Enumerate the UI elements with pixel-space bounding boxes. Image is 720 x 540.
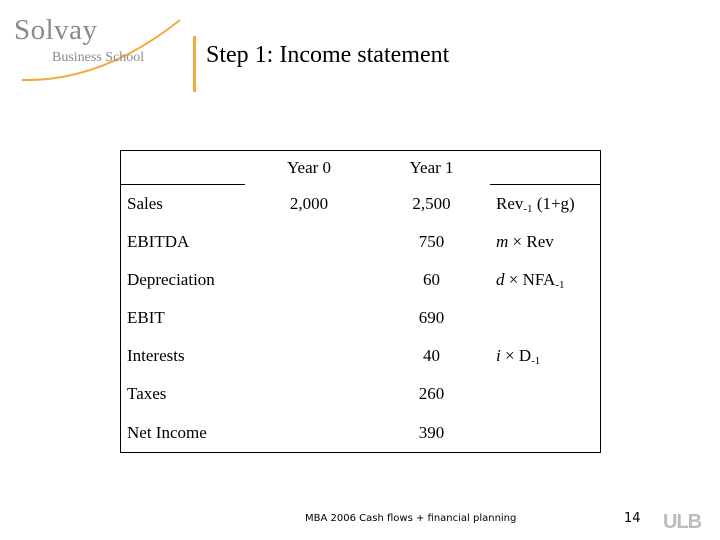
year0-value: 2,000 (289, 193, 329, 213)
year0-value (245, 299, 367, 337)
formula-cell (490, 337, 601, 375)
table-header-row (121, 151, 601, 185)
formula-tail: (1+g) (532, 194, 575, 214)
formula-tail: × D (500, 346, 532, 366)
logo-name: Solvay (14, 14, 98, 46)
table-row-interests (121, 337, 601, 375)
table-row-net-income (121, 413, 601, 452)
ulb-logo: ULB (663, 511, 702, 533)
row-label: Interests (127, 346, 185, 366)
formula-main: Rev (496, 194, 524, 214)
page-number: 14 (624, 511, 641, 526)
row-label: Net Income (127, 422, 207, 442)
slide-title: Step 1: Income statement (206, 42, 450, 68)
header-cell-formula (490, 151, 601, 185)
formula-main: d (496, 270, 505, 290)
formula-cell (490, 223, 601, 261)
row-label: Taxes (127, 384, 167, 404)
header-cell-year1: Year 1 (409, 157, 454, 177)
header-cell-year0: Year 0 (286, 157, 332, 177)
formula-tail: × Rev (508, 232, 554, 252)
formula-main: m (496, 232, 509, 252)
row-label: EBIT (127, 308, 165, 328)
formula-cell (490, 413, 601, 452)
income-statement-table (120, 150, 601, 453)
footer-text: MBA 2006 Cash flows + financial planning (305, 513, 517, 524)
year1-value: 40 (423, 346, 440, 366)
year1-value: 690 (418, 308, 445, 328)
table-row-taxes (121, 375, 601, 413)
year0-value (245, 413, 367, 452)
table-row-ebitda (121, 223, 601, 261)
title-accent-bar (193, 36, 196, 92)
year1-value: 60 (423, 270, 440, 290)
formula-cell (490, 261, 601, 299)
row-label: EBITDA (127, 232, 190, 252)
year1-value: 2,500 (412, 193, 451, 213)
table-row-ebit (121, 299, 601, 337)
formula-sub: -1 (555, 279, 565, 292)
year1-value: 390 (418, 422, 445, 442)
table-row-depreciation (121, 261, 601, 299)
logo-subtitle: Business School (52, 50, 145, 65)
formula-cell (490, 375, 601, 413)
table-row-sales (121, 185, 601, 224)
header-cell-label (121, 151, 246, 185)
formula-tail: × NFA (504, 270, 556, 290)
formula-main: i (496, 346, 501, 366)
year0-value (245, 375, 367, 413)
row-label: Depreciation (127, 270, 215, 290)
year1-value: 260 (418, 384, 445, 404)
formula-sub: -1 (523, 203, 533, 216)
formula-cell (490, 185, 601, 224)
formula-cell (490, 299, 601, 337)
year0-value (245, 337, 367, 375)
year1-value: 750 (418, 232, 445, 252)
row-label: Sales (127, 194, 163, 214)
formula-sub: -1 (531, 355, 541, 368)
year0-value (245, 223, 367, 261)
year0-value (245, 261, 367, 299)
solvay-logo (12, 14, 182, 84)
